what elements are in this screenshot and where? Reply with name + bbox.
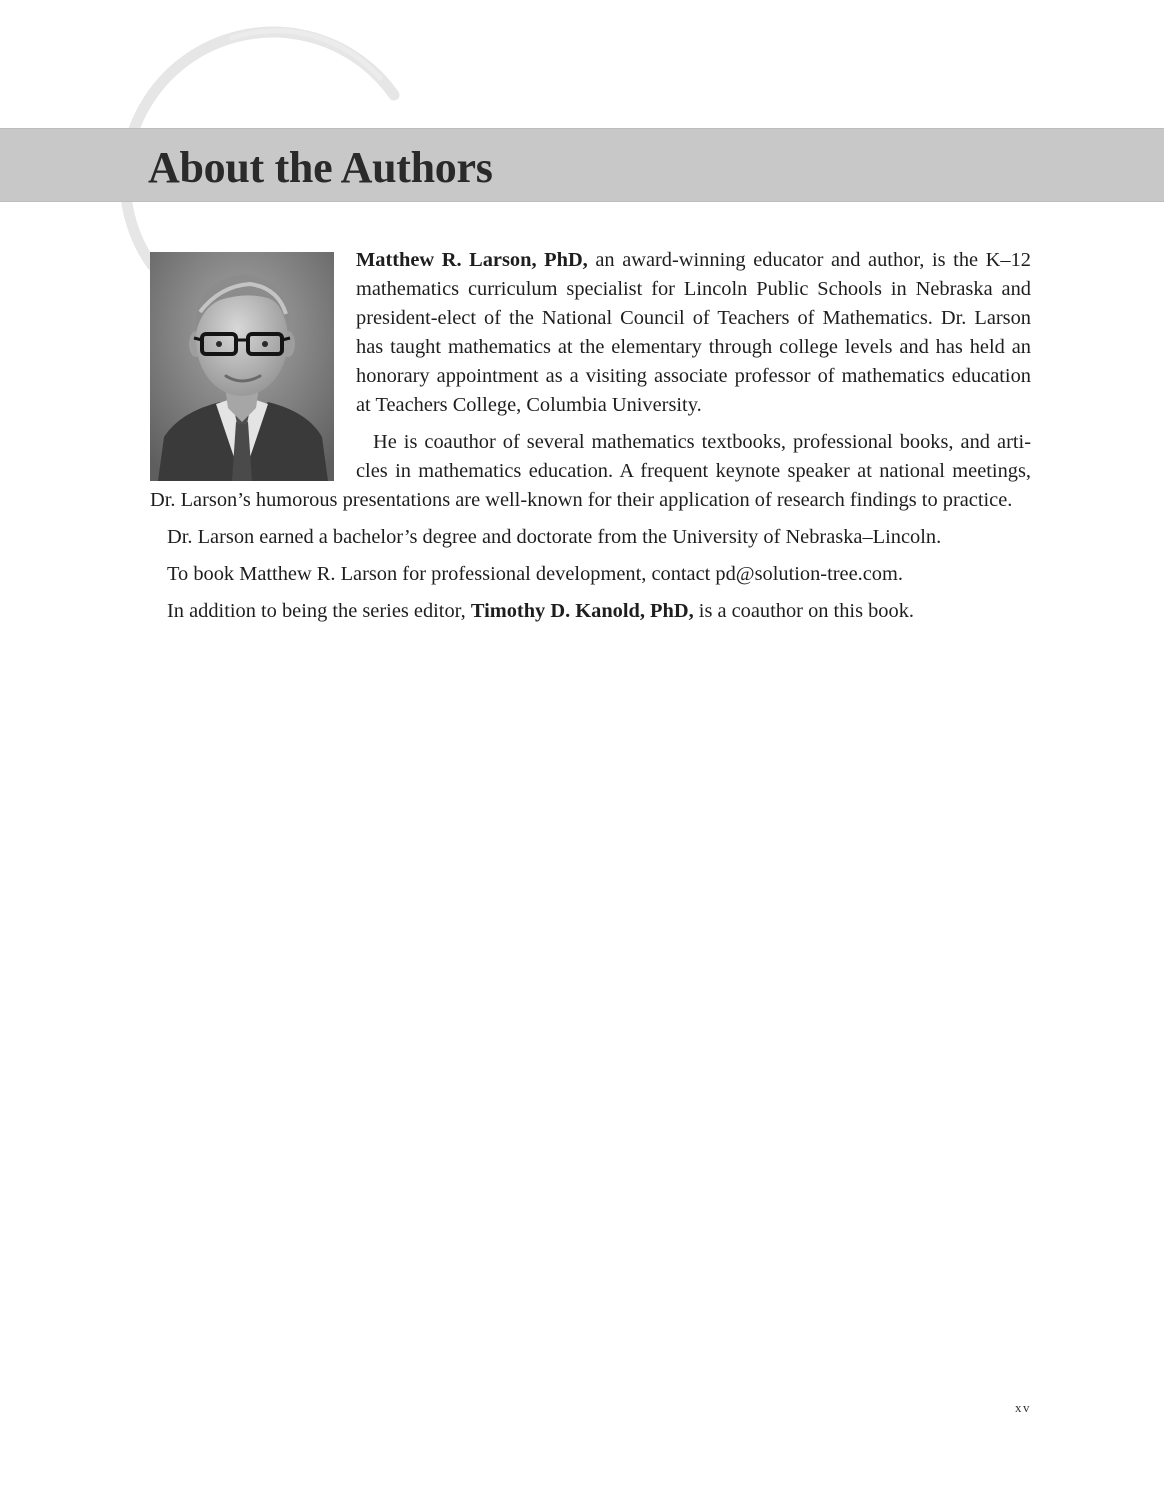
- bio-paragraph-1-text: an award-winning educator and author, is the K–12 mathematics curriculum specialist for Lincoln Public Schools in Nebraska and president-elect of the National Council of Teachers of Mathematics. Dr. Larson has taught mathematics at the elementary through college levels and has held an honorary appointment as a visiting associate professor of mathematics education at Teachers College, Columbia University.: [356, 249, 1031, 416]
- author-name-larson: Matthew R. Larson, PhD,: [356, 249, 588, 271]
- page-title: About the Authors: [148, 143, 493, 192]
- author-name-kanold: Timothy D. Kanold, PhD,: [470, 600, 694, 622]
- author-portrait-image: [150, 252, 334, 481]
- page-number: xv: [1015, 1400, 1031, 1415]
- bio-paragraph-4: To book Matthew R. Larson for professional development, contact pd@solution-tree.com.: [167, 563, 903, 585]
- author-bio-section: [150, 246, 1031, 626]
- bio-paragraph-5-tail: is a coauthor on this book.: [693, 600, 914, 622]
- bio-paragraph-5-lead: In addition to being the series editor,: [167, 600, 471, 622]
- bio-paragraph-5: [150, 597, 1031, 626]
- author-photo: [150, 252, 334, 481]
- bio-paragraph-2: He is coauthor of several mathematics textbooks, professional books, and articles in mathematics education. A frequent keynote speaker at national meetings, Dr. Larson’s humorous presentations are well-known for their application of research findings to practice.: [150, 431, 1031, 511]
- bio-paragraph-3: Dr. Larson earned a bachelor’s degree and doctorate from the University of Nebraska–Lincoln.: [167, 526, 942, 548]
